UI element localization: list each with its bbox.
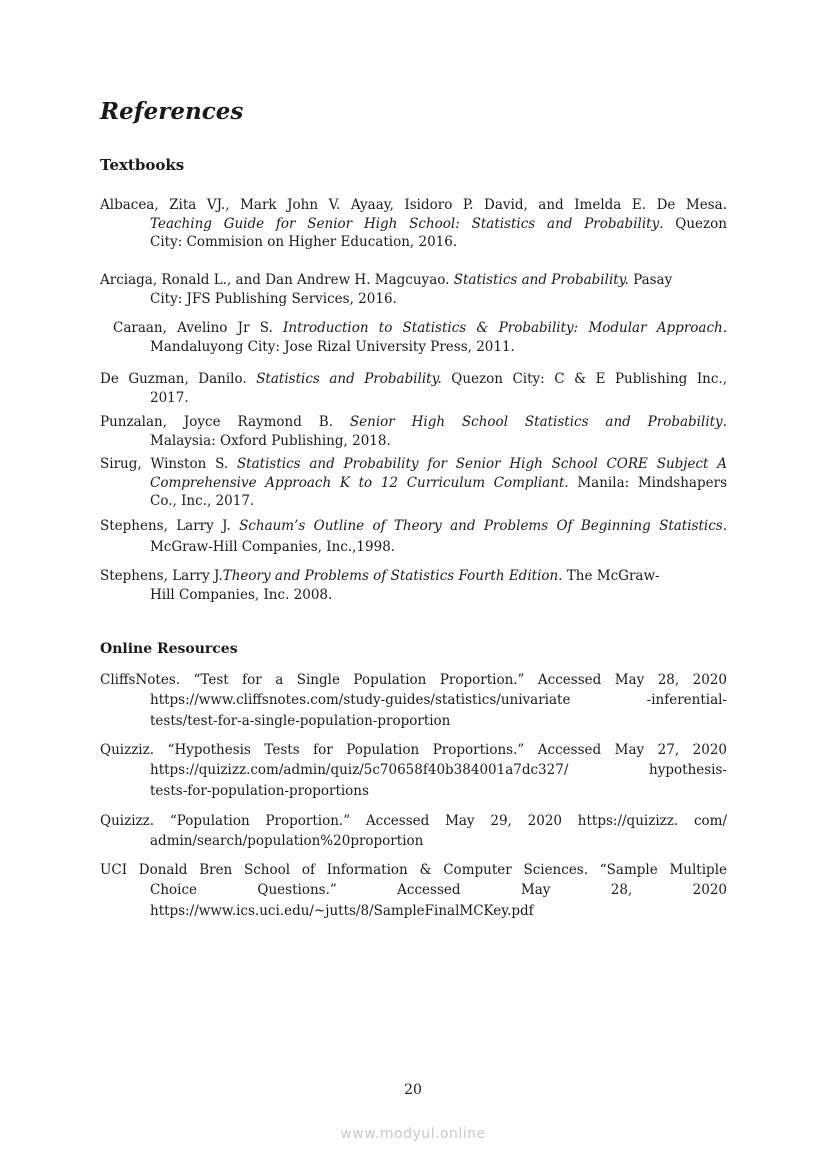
reference-line [100, 760, 727, 780]
reference-line [100, 901, 727, 921]
reference-line [100, 290, 727, 309]
reference-entry [100, 516, 727, 557]
reference-line [100, 781, 727, 801]
reference-line [100, 537, 727, 558]
reference-text: . [722, 518, 728, 534]
reference-text: Hill Companies, Inc. 2008. [150, 586, 333, 603]
reference-line [100, 811, 727, 831]
reference-line [100, 432, 727, 451]
reference-text: CliffsNotes. “Test for a Single Population Proportion.” Accessed May 28, 2020 [100, 672, 727, 688]
reference-line [100, 670, 727, 690]
reference-entry [100, 860, 727, 921]
reference-line [100, 455, 727, 474]
reference-title-text: Theory and Problems of Statistics Fourth Edition. [222, 568, 563, 584]
reference-entry [113, 319, 727, 356]
reference-line [100, 831, 727, 851]
section-heading-online: Online Resources [100, 641, 238, 657]
reference-text: https://www.ics.uci.edu/~jutts/8/SampleFinalMCKey.pdf [150, 902, 534, 919]
reference-title-text: Statistics and Probability. [256, 371, 442, 387]
watermark: www.modyul.online [340, 1126, 486, 1142]
reference-title-text: Statistics and Probability for Senior High School CORE Subject A [236, 456, 727, 472]
reference-text: McGraw-Hill Companies, Inc.,1998. [150, 538, 396, 555]
reference-text: Punzalan, Joyce Raymond B. [100, 414, 350, 430]
reference-title-text: Introduction to Statistics & Probability: Modular Approach. [283, 320, 727, 336]
reference-text: Sirug, Winston S. [100, 456, 237, 472]
reference-line [100, 740, 727, 760]
reference-line [100, 196, 727, 215]
reference-text: tests/test-for-a-single-population-proportion [150, 712, 451, 729]
reference-entry [100, 455, 727, 511]
reference-text: . Quezon [659, 215, 727, 232]
reference-text: Pasay [628, 272, 673, 288]
reference-text: Quezon City: C & E Publishing Inc., [441, 371, 727, 387]
reference-line [100, 516, 727, 537]
reference-text: Manila: Mindshapers [568, 474, 727, 491]
section-heading-textbooks: Textbooks [100, 156, 185, 174]
reference-entry [100, 670, 727, 731]
reference-text: Malaysia: Oxford Publishing, 2018. [150, 432, 391, 449]
reference-text: De Guzman, Danilo. [100, 371, 257, 387]
reference-title-text: Statistics and Probability. [453, 272, 629, 288]
reference-text: Arciaga, Ronald L., and Dan Andrew H. Magcuyao. [100, 272, 454, 288]
reference-line [100, 389, 727, 408]
reference-entry [100, 196, 727, 252]
reference-text: Stephens, Larry J. [100, 568, 223, 584]
reference-line [100, 474, 727, 493]
reference-text: Stephens, Larry J. [100, 518, 240, 534]
reference-text: Co., Inc., 2017. [150, 493, 255, 510]
reference-line [100, 271, 727, 290]
page-title: References [100, 98, 244, 125]
reference-text: 2017. [150, 389, 189, 406]
reference-line [100, 370, 727, 389]
reference-line [100, 586, 727, 605]
reference-title-text: Comprehensive Approach K to 12 Curriculum Compliant. [150, 474, 569, 491]
reference-line [100, 690, 727, 710]
reference-line [100, 233, 727, 252]
reference-text: Albacea, Zita VJ., Mark John V. Ayaay, Isidoro P. David, and Imelda E. De Mesa. [100, 197, 727, 213]
reference-entry [100, 567, 727, 604]
reference-text: Choice Questions.” Accessed May 28, 2020 [150, 882, 727, 899]
reference-entry [100, 370, 727, 407]
reference-entry [100, 740, 727, 801]
reference-text: The McGraw- [562, 568, 660, 584]
reference-text: https://quizizz.com/admin/quiz/5c70658f40b384001a7dc327/ hypothesis- [150, 762, 727, 779]
reference-text: Mandaluyong City: Jose Rizal University Press, 2011. [150, 338, 515, 355]
reference-line [100, 492, 727, 511]
reference-line [100, 215, 727, 234]
reference-text: City: Commision on Higher Education, 2016. [150, 234, 458, 251]
reference-text: City: JFS Publishing Services, 2016. [150, 290, 397, 307]
reference-text: Caraan, Avelino Jr S. [113, 320, 284, 336]
reference-text: Quizizz. “Population Proportion.” Accessed May 29, 2020 https://quizizz. com/ [100, 813, 727, 829]
reference-text: UCI Donald Bren School of Information & Computer Sciences. “Sample Multiple [100, 862, 727, 878]
reference-entry [100, 811, 727, 852]
reference-text: https://www.cliffsnotes.com/study-guides/statistics/univariate -inferential- [150, 692, 727, 709]
reference-title-text: Schaum’s Outline of Theory and Problems Of Beginning Statistics [239, 518, 723, 534]
reference-title-text: Senior High School Statistics and Probability [349, 414, 723, 430]
reference-text: tests-for-population-proportions [150, 782, 369, 799]
page-number: 20 [404, 1082, 422, 1098]
reference-text: admin/search/population%20proportion [150, 833, 424, 850]
reference-text: Quizziz. “Hypothesis Tests for Population Proportions.” Accessed May 27, 2020 [100, 742, 727, 758]
reference-line [100, 413, 727, 432]
reference-line [100, 711, 727, 731]
reference-line [100, 880, 727, 900]
reference-line [113, 338, 727, 357]
reference-line [113, 319, 727, 338]
reference-title-text: Teaching Guide for Senior High School: Statistics and Probability [150, 215, 660, 232]
reference-line [100, 567, 727, 586]
reference-entry [100, 271, 727, 308]
reference-text: . [722, 414, 727, 430]
reference-line [100, 860, 727, 880]
reference-entry [100, 413, 727, 450]
